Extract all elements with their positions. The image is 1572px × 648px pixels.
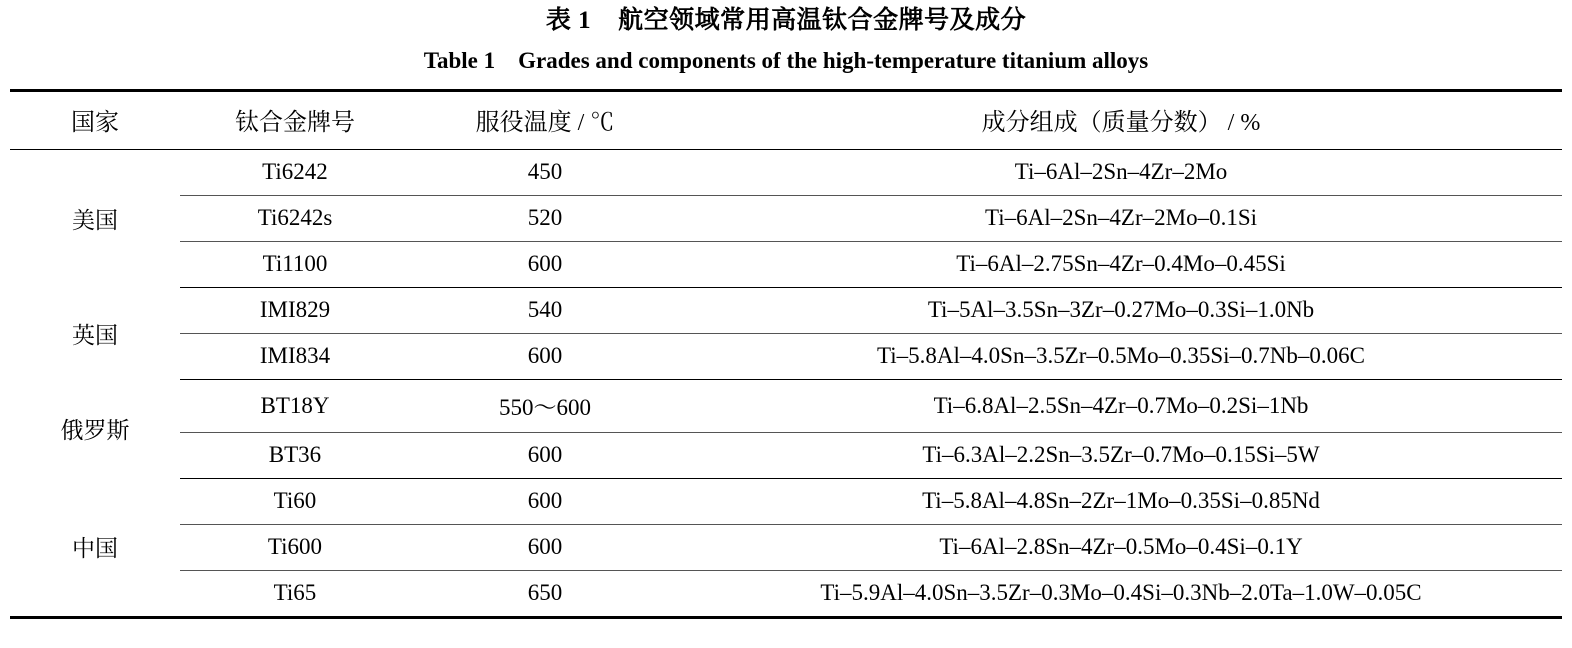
table-row [10, 150, 1562, 196]
table-caption-chinese: 表 1 航空领域常用高温钛合金牌号及成分 [545, 7, 1027, 34]
country-cell: 美国 [72, 207, 118, 233]
country-cell: 中国 [72, 536, 118, 562]
table-row [10, 334, 1562, 380]
header-country: 国家 [10, 91, 180, 150]
composition-cell: Ti–6Al–2.75Sn–4Zr–0.4Mo–0.45Si [680, 242, 1562, 288]
grade-cell: Ti600 [180, 525, 410, 571]
grade-cell: Ti6242 [180, 150, 410, 196]
temperature-cell: 540 [410, 288, 680, 334]
table-row [10, 380, 1562, 433]
temperature-cell: 600 [410, 525, 680, 571]
temperature-cell: 600 [410, 334, 680, 380]
composition-cell: Ti–6Al–2Sn–4Zr–2Mo [680, 150, 1562, 196]
table-caption-english: Table 1 Grades and components of the high-temperature titanium alloys [423, 48, 1149, 73]
temperature-cell: 450 [410, 150, 680, 196]
composition-cell: Ti–5.8Al–4.8Sn–2Zr–1Mo–0.35Si–0.85Nd [680, 479, 1562, 525]
grade-cell: BT18Y [180, 380, 410, 433]
grade-cell: Ti1100 [180, 242, 410, 288]
table-row [10, 196, 1562, 242]
composition-cell: Ti–6Al–2.8Sn–4Zr–0.5Mo–0.4Si–0.1Y [680, 525, 1562, 571]
composition-cell: Ti–5Al–3.5Sn–3Zr–0.27Mo–0.3Si–1.0Nb [680, 288, 1562, 334]
composition-cell: Ti–5.9Al–4.0Sn–3.5Zr–0.3Mo–0.4Si–0.3Nb–2.0Ta–1.0W–0.05C [680, 571, 1562, 618]
header-composition: 成分组成（质量分数） / % [680, 91, 1562, 150]
country-cell: 英国 [72, 322, 118, 348]
grade-cell: Ti6242s [180, 196, 410, 242]
table-header [10, 91, 1562, 150]
temperature-cell: 550～600 [410, 380, 680, 433]
grade-cell: IMI834 [180, 334, 410, 380]
table-body [10, 150, 1562, 618]
temperature-cell: 520 [410, 196, 680, 242]
table-row [10, 242, 1562, 288]
temperature-cell: 600 [410, 242, 680, 288]
grade-cell: BT36 [180, 433, 410, 479]
composition-cell: Ti–5.8Al–4.0Sn–3.5Zr–0.5Mo–0.35Si–0.7Nb–0.06C [680, 334, 1562, 380]
table-row [10, 571, 1562, 618]
table-header-row [10, 91, 1562, 150]
table-row [10, 288, 1562, 334]
temperature-cell: 600 [410, 433, 680, 479]
temperature-cell: 600 [410, 479, 680, 525]
country-cell: 俄罗斯 [60, 418, 130, 443]
grade-cell: Ti65 [180, 571, 410, 618]
composition-cell: Ti–6Al–2Sn–4Zr–2Mo–0.1Si [680, 196, 1562, 242]
header-temperature: 服役温度 / ℃ [410, 91, 680, 150]
composition-cell: Ti–6.8Al–2.5Sn–4Zr–0.7Mo–0.2Si–1Nb [680, 380, 1562, 433]
header-grade: 钛合金牌号 [180, 91, 410, 150]
grade-cell: IMI829 [180, 288, 410, 334]
grade-cell: Ti60 [180, 479, 410, 525]
table-row [10, 433, 1562, 479]
alloy-table [10, 89, 1562, 619]
table-row [10, 479, 1562, 525]
composition-cell: Ti–6.3Al–2.2Sn–3.5Zr–0.7Mo–0.15Si–5W [680, 433, 1562, 479]
temperature-cell: 650 [410, 571, 680, 618]
table-row [10, 525, 1562, 571]
